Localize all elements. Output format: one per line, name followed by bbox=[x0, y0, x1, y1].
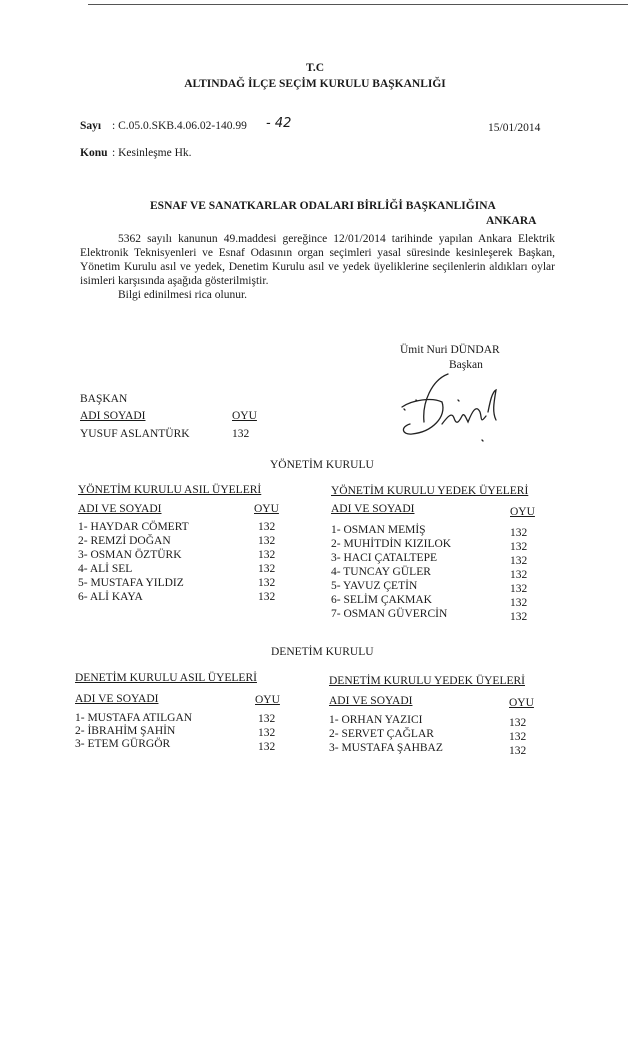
table-row-name: 4- ALİ SEL bbox=[78, 563, 133, 575]
table-row-vote: 132 bbox=[258, 549, 276, 561]
yonetim-yedek-title: YÖNETİM KURULU YEDEK ÜYELERİ bbox=[331, 485, 529, 497]
denetim-yedek-title: DENETİM KURULU YEDEK ÜYELERİ bbox=[329, 675, 525, 687]
body-closing: Bilgi edinilmesi rica olunur. bbox=[118, 289, 248, 301]
yonetim-asil-col-vote: OYU bbox=[254, 503, 279, 515]
table-row-name: 4- TUNCAY GÜLER bbox=[331, 566, 431, 578]
table-row-name: 2- REMZİ DOĞAN bbox=[78, 535, 171, 547]
table-row-vote: 132 bbox=[510, 597, 528, 609]
table-row-name: 2- İBRAHİM ŞAHİN bbox=[75, 725, 176, 737]
table-row-name: 3- HACI ÇATALTEPE bbox=[331, 552, 437, 564]
konu-value: : Kesinleşme Hk. bbox=[112, 147, 192, 159]
denetim-yedek-col-name: ADI VE SOYADI bbox=[329, 695, 413, 707]
table-row-vote: 132 bbox=[510, 583, 528, 595]
table-row-name: 1- MUSTAFA ATILGAN bbox=[75, 712, 193, 724]
president-heading: BAŞKAN bbox=[80, 393, 128, 405]
table-row-name: 2- SERVET ÇAĞLAR bbox=[329, 728, 434, 740]
table-row-vote: 132 bbox=[510, 611, 528, 623]
sayi-value: : C.05.0.SKB.4.06.02-140.99 bbox=[112, 120, 247, 132]
denetim-heading: DENETİM KURULU bbox=[271, 646, 374, 658]
president-col-name: ADI SOYADI bbox=[80, 410, 146, 422]
denetim-asil-col-vote: OYU bbox=[255, 694, 280, 706]
signature-image bbox=[392, 372, 512, 447]
table-row-vote: 132 bbox=[258, 741, 276, 753]
denetim-asil-title: DENETİM KURULU ASIL ÜYELERİ bbox=[75, 672, 257, 684]
denetim-asil-col-name: ADI VE SOYADI bbox=[75, 693, 159, 705]
table-row-name: 5- YAVUZ ÇETİN bbox=[331, 580, 418, 592]
table-row-vote: 132 bbox=[509, 717, 527, 729]
president-col-vote: OYU bbox=[232, 410, 257, 422]
table-row-name: 7- OSMAN GÜVERCİN bbox=[331, 608, 448, 620]
sayi-label: Sayı bbox=[80, 120, 102, 132]
table-row-vote: 132 bbox=[509, 745, 527, 757]
table-row-vote: 132 bbox=[258, 713, 276, 725]
yonetim-heading: YÖNETİM KURULU bbox=[270, 459, 374, 471]
document-date: 15/01/2014 bbox=[488, 122, 541, 134]
header-institution: ALTINDAĞ İLÇE SEÇİM KURULU BAŞKANLIĞI bbox=[184, 78, 446, 90]
konu-label: Konu bbox=[80, 147, 108, 159]
table-row-vote: 132 bbox=[258, 591, 276, 603]
table-row-vote: 132 bbox=[510, 527, 528, 539]
signatory-name: Ümit Nuri DÜNDAR bbox=[400, 344, 500, 356]
president-vote: 132 bbox=[232, 428, 250, 440]
addressee-line2: ANKARA bbox=[486, 215, 537, 227]
table-row-name: 5- MUSTAFA YILDIZ bbox=[78, 577, 184, 589]
yonetim-asil-col-name: ADI VE SOYADI bbox=[78, 503, 162, 515]
table-row-name: 3- MUSTAFA ŞAHBAZ bbox=[329, 742, 443, 754]
table-row-name: 6- SELİM ÇAKMAK bbox=[331, 594, 432, 606]
table-row-name: 3- ETEM GÜRGÖR bbox=[75, 738, 171, 750]
addressee-line1: ESNAF VE SANATKARLAR ODALARI BİRLİĞİ BAŞKANLIĞINA bbox=[150, 200, 496, 212]
body-text bbox=[80, 232, 555, 302]
top-border-line bbox=[88, 4, 628, 5]
table-row-vote: 132 bbox=[258, 521, 276, 533]
table-row-vote: 132 bbox=[258, 727, 276, 739]
table-row-vote: 132 bbox=[510, 555, 528, 567]
president-name: YUSUF ASLANTÜRK bbox=[80, 428, 190, 440]
table-row-vote: 132 bbox=[258, 577, 276, 589]
table-row-vote: 132 bbox=[509, 731, 527, 743]
header-tc: T.C bbox=[306, 62, 324, 74]
yonetim-yedek-col-vote: OYU bbox=[510, 506, 535, 518]
signatory-title: Başkan bbox=[449, 359, 483, 371]
table-row-name: 6- ALİ KAYA bbox=[78, 591, 143, 603]
table-row-name: 1- HAYDAR CÖMERT bbox=[78, 521, 189, 533]
yonetim-asil-title: YÖNETİM KURULU ASIL ÜYELERİ bbox=[78, 484, 262, 496]
table-row-vote: 132 bbox=[258, 563, 276, 575]
table-row-vote: 132 bbox=[510, 569, 528, 581]
table-row-name: 1- ORHAN YAZICI bbox=[329, 714, 423, 726]
table-row-vote: 132 bbox=[510, 541, 528, 553]
table-row-name: 1- OSMAN MEMİŞ bbox=[331, 524, 426, 536]
sayi-handwritten: - 42 bbox=[266, 116, 292, 131]
yonetim-yedek-col-name: ADI VE SOYADI bbox=[331, 503, 415, 515]
table-row-name: 2- MUHİTDİN KIZILOK bbox=[331, 538, 452, 550]
denetim-yedek-col-vote: OYU bbox=[509, 697, 534, 709]
table-row-name: 3- OSMAN ÖZTÜRK bbox=[78, 549, 182, 561]
table-row-vote: 132 bbox=[258, 535, 276, 547]
body-paragraph: 5362 sayılı kanunun 49.maddesi gereğince 12/01/2014 tarihinde yapılan Ankara Elektrik Elektronik Teknisyenleri ve Esnaf Odasının organ seçimleri yasal süresinde kesinleşerek Başkan, Yönetim Kurulu asıl ve yedek, Denetim Kurulu asıl ve yedek üyeliklerine seçilenlerin aldıkları oylar isimleri karşısında aşağıda gösterilmiştir. bbox=[80, 233, 555, 287]
